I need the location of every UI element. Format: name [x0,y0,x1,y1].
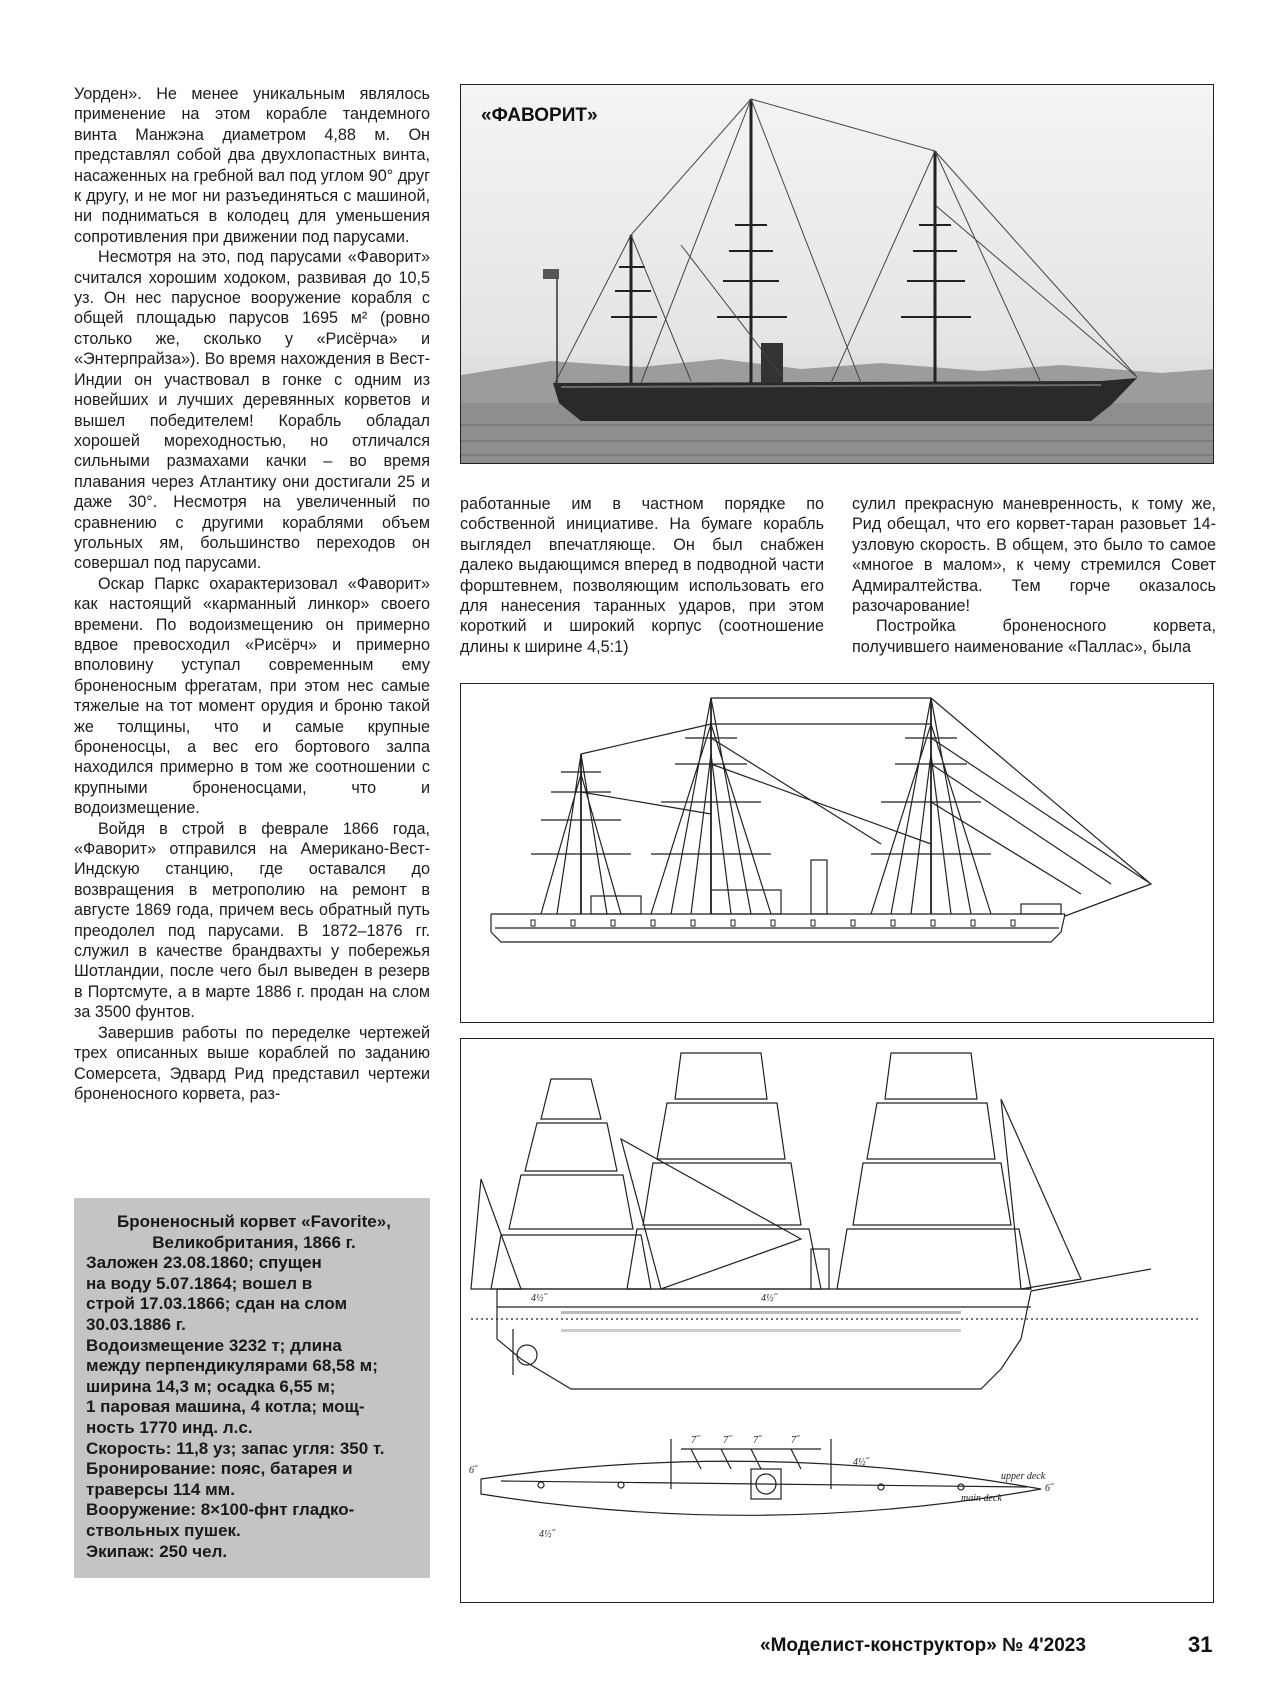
spec-line: 1 паровая машина, 4 котла; мощ- [86,1397,365,1417]
bottom-armor-label: 4½˝ [539,1529,555,1540]
photo-title: «ФАВОРИТ» [481,105,598,126]
magazine-footer: «Моделист-конструктор» № 4'2023 [760,1635,1086,1656]
spec-line: между перпендикулярами 68,58 м; [86,1356,378,1376]
spec-line: Водоизмещение 3232 т; длина [86,1335,342,1355]
spec-line: Заложен 23.08.1860; спущен [86,1253,322,1273]
spec-line: ствольных пушек. [86,1520,241,1540]
rigging-profile-illustration [461,684,1214,1023]
spec-line: Скорость: 11,8 уз; запас угля: 350 т. [86,1438,385,1458]
ship-photo [460,84,1214,464]
side-armor-label: 4½˝ [853,1457,869,1468]
main-deck-label: main deck [961,1493,1002,1504]
spec-line: строй 17.03.1866; сдан на слом [86,1294,348,1314]
spec-line: 30.03.1886 г. [86,1314,186,1334]
specs-subtitle: Великобритания, 1866 г. [152,1232,356,1252]
upper-deck-label: upper deck [1001,1471,1046,1482]
ship-photo-illustration [461,85,1214,464]
middle-column-text [460,494,824,657]
paragraph: Несмотря на это, под парусами «Фаворит» считался хорошим ходоком, развивая до 10,5 уз. Он нес парусное вооружение корабля с общей площадью парусов 1695 м² (ровно столько же, сколько у «Рисёрча» и «Энтерпрайза»). Во время нахождения в Вест-Индии он участвовал в гонке с одним из новейших и лучших деревянных корветов и вышел победителем! Корабль обладал хорошей мореходностью, но отличался сильными размахами качки – во время плавания через Атлантику они достигали 25 и даже 30°. Несмотря на увеличенный по сравнению с другими кораблями объем угольных ям, большинство переходов он совершал под парусами. [74,248,430,573]
spec-line: ность 1770 инд. л.с. [86,1417,253,1437]
spec-line: траверсы 114 мм. [86,1479,235,1499]
specifications-box [74,1198,430,1578]
spec-line: на воду 5.07.1864; вошел в [86,1273,313,1293]
paragraph: Завершив работы по переделке чертежей трех описанных выше кораблей по заданию Сомерсета, Эдвард Рид представил чертежи броненосного корвета, раз- [74,1023,430,1103]
belt-label-3: 7˝ [753,1435,762,1446]
paragraph: Оскар Паркс охарактеризовал «Фаворит» как настоящий «карманный линкор» своего времени. По водоизмещению он примерно вдвое превосходил «Рисёрч» и примерно вполовину уступал современным ему броненосным фрегатам, при этом нес самые тяжелые на тот момент орудия и броню такой же толщины, что и самые крупные броненосцы, а вес его бортового залпа находился примерно в том же соотношении с крупными броненосцами, что и водоизмещение. [74,574,430,818]
belt-label-1: 7˝ [691,1435,700,1446]
right-column-text [852,494,1216,657]
spec-line: Бронирование: пояс, батарея и [86,1459,353,1479]
spec-line: Вооружение: 8×100-фнт гладко- [86,1500,355,1520]
belt-label-4: 7˝ [791,1435,800,1446]
page-number: 31 [1188,1632,1213,1657]
sail-plan-drawing [460,1038,1214,1603]
hull-armor-label-2: 4½˝ [761,1293,777,1304]
hull-armor-label-1: 4½˝ [531,1293,547,1304]
right-armor-label: 6˝ [1045,1483,1054,1494]
spec-line: ширина 14,3 м; осадка 6,55 м; [86,1376,336,1396]
left-armor-label: 6˝ [469,1465,478,1476]
specs-title: Броненосный корвет «Favorite», [117,1212,391,1231]
paragraph: сулил прекрасную маневренность, к тому же, Рид обещал, что его корвет-таран разовьет 14-узловую скорость. В общем, это было то самое «многое в малом», к чему стремился Совет Адмиралтейства. Тем горче оказалось разочарование! [852,495,1216,616]
paragraph: Уорден». Не менее уникальным являлось применение на этом корабле тандемного винта Манжэна диаметром 4,88 м. Он представлял собой два двухлопастных винта, насаженных на гребной вал под углом 90° друг к другу, и не мог ни разъединяться с машиной, ни подниматься в колодец для уменьшения сопротивления при движении под парусами. [74,85,430,246]
paragraph: работанные им в частном порядке по собственной инициативе. На бумаге корабль выглядел впечатляюще. Он был снабжен далеко выдающимся вперед в подводной части форштевнем, позволяющим использовать его для нанесения таранных ударов, при этом короткий и широкий корпус (соотношение длины к ширине 4,5:1) [460,495,824,656]
left-column-text [74,84,430,1104]
paragraph: Войдя в строй в феврале 1866 года, «Фаворит» отправился на Американо-Вест-Индскую станцию, где оставался до возвращения в метрополию на ремонт в августе 1869 года, причем весь обратный путь преодолел под парусами. В 1872–1876 гг. служил в качестве брандвахты у побережья Шотландии, после чего был выведен в резерв в Портсмуте, а в марте 1886 г. продан на слом за 3500 фунтов. [74,819,430,1022]
spec-line: Экипаж: 250 чел. [86,1541,228,1561]
paragraph: Постройка броненосного корвета, получившего наименование «Паллас», была [852,617,1216,656]
belt-label-2: 7˝ [723,1435,732,1446]
sail-plan-illustration [461,1039,1214,1603]
rigging-drawing [460,683,1214,1023]
